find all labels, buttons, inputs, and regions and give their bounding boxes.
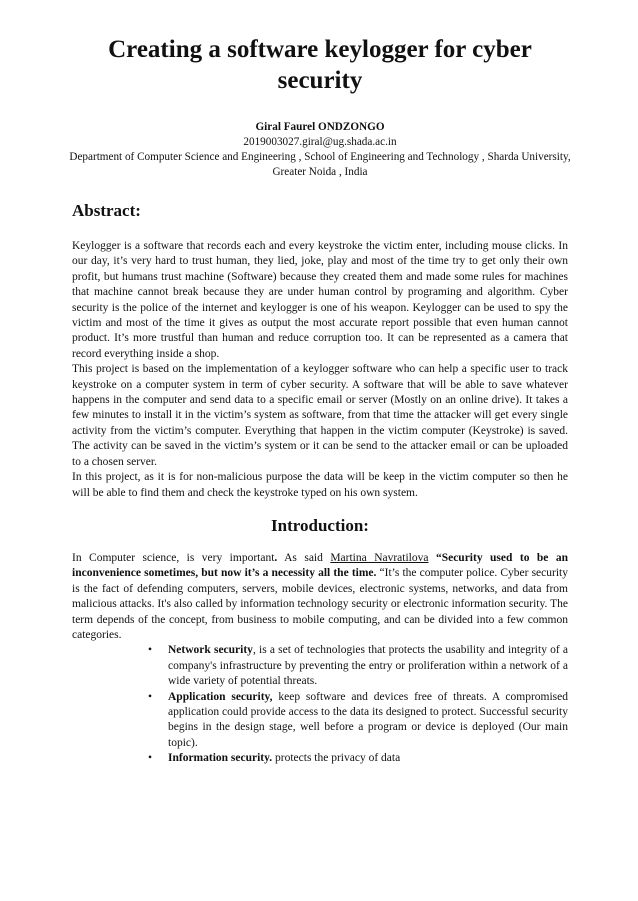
- bullet-term: Information security.: [168, 752, 273, 765]
- bullet-text: protects the privacy of data: [272, 752, 401, 765]
- intro-period: .: [274, 551, 278, 564]
- bullet-text: , is a set of technologies that protects the usability and integrity of a company's infrastructure by preventing the entry or proliferation within a network of a wide variety of potential threats.: [168, 644, 568, 688]
- paper-title: Creating a software keylogger for cyber security: [108, 36, 532, 94]
- abstract-paragraph-2: This project is based on the implementation of a keylogger software who can help a specific user to track keystroke on a computer system in term of cyber security. A software that will be able to save whatever happens in the computer and send data to a specific email or server (Mostly on an online drive). It takes a few minutes to install it in the victim’s system as software, from that time the attacker will get every single activity from the victim’s computer. Everything that happen in the victim computer (Keystroke) is saved. The activity can be saved in the victim’s system or it can be send to the attacker email or can be uploaded to a chosen server.: [72, 363, 568, 468]
- bullet-term: Network security: [168, 644, 253, 657]
- abstract-paragraph-1: Keylogger is a software that records each and every keystroke the victim enter, including mouse clicks. In our day, it’s very hard to trust human, they lied, joke, play and most of the time try to get only their own profit, but humans trust machine (Software) because they created them and made some rules for machines that machine cannot break because they are under human control by programing and algorithm. Cyber security is the police of the internet and keylogger is one of his weapon. Keylogger can be used to spy the victim and most of the time it gives as output the most accurate report possible that even human cannot product. It’s more trustful than human and reduce corruption too. It can be represented as a camera that record everything inside a shop.: [72, 240, 568, 360]
- author-affiliation: Department of Computer Science and Engineering , School of Engineering and Technology , Sharda University, Greater Noida , India: [69, 151, 571, 178]
- list-item: [72, 751, 568, 766]
- bullet-text: keep software and devices free of threats. A compromised application could provide access to the data its designed to protect. Successful security begins in the design stage, well before a program or device is deployed (Our main topic).: [168, 690, 568, 749]
- introduction-heading: Introduction:: [271, 515, 369, 535]
- quote-space: [428, 552, 435, 564]
- abstract-paragraph-3: In this project, as it is for non-malicious purpose the data will be keep in the victim computer so then he will be able to find them and check the keystroke typed on his own system.: [72, 471, 568, 499]
- quote-text: “Security used to be an inconvenience sometimes, but now it’s a necessity all the time.: [72, 551, 569, 580]
- bullet-icon: •: [148, 690, 153, 703]
- intro-start: In Computer science, is very important: [72, 551, 275, 564]
- paper-page: [69, 34, 571, 767]
- security-categories-list: [72, 643, 568, 766]
- list-item: [72, 643, 568, 689]
- list-item: [72, 690, 568, 752]
- intro-rest: “It’s the computer police. Cyber security is the fact of defending computers, servers, mobile devices, electronic systems, networks, and data from malicious attacks. It's also called by information technology security or electronic information security. The term depends of the concept, from business to mobile computing, and can be divided into a few common categories.: [72, 567, 568, 641]
- author-email: 2019003027.giral@ug.shada.ac.in: [243, 136, 397, 148]
- bullet-icon: •: [148, 752, 153, 765]
- intro-as-said: As said: [277, 551, 331, 564]
- abstract-heading: Abstract:: [72, 201, 141, 220]
- bullet-term: Application security,: [168, 690, 273, 703]
- abstract-body: [72, 239, 568, 501]
- author-name: Giral Faurel ONDZONGO: [255, 121, 385, 133]
- cited-author: Martina Navratilova: [330, 551, 429, 564]
- introduction-paragraph: [72, 551, 568, 643]
- author-block: [69, 120, 571, 180]
- bullet-icon: •: [148, 644, 153, 657]
